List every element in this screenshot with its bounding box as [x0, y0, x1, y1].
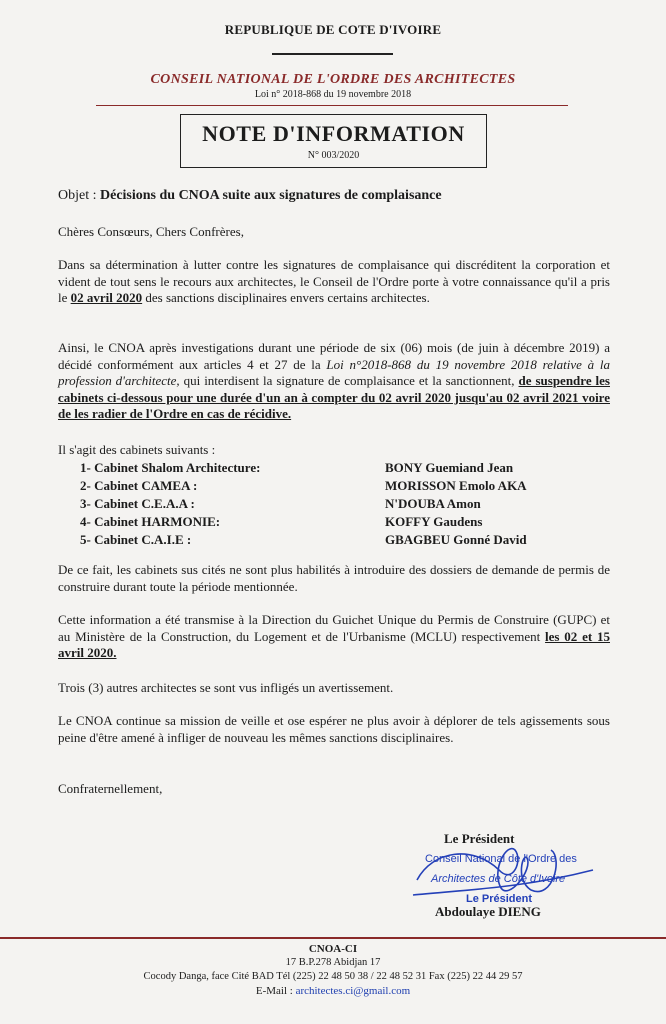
heading-divider — [272, 53, 393, 55]
council-name: CONSEIL NATIONAL DE L'ORDRE DES ARCHITECTES — [150, 72, 516, 87]
note-title: NOTE D'INFORMATION — [202, 121, 465, 146]
email-link[interactable]: architectes.ci@gmail.com — [295, 985, 411, 997]
email-label: E-Mail : — [255, 985, 296, 997]
stamp-line-3: Le Président — [466, 893, 533, 905]
sanction-date: 02 avril 2020 — [70, 290, 143, 305]
object-line — [58, 188, 442, 204]
list-intro: Il s'agit des cabinets suivants : — [58, 442, 216, 457]
greeting: Chères Consœurs, Chers Confrères, — [58, 224, 244, 239]
paragraph-1-text-b: des sanctions disciplinaires envers certains architectes. — [142, 290, 430, 305]
paragraph-3: De ce fait, les cabinets sus cités ne sont plus habilités à introduire des dossiers de demande de permis de construire durant toute la période mentionnée. — [58, 562, 610, 594]
closing: Confraternellement, — [58, 781, 163, 796]
architect-name: N'DOUBA Amon — [385, 496, 481, 511]
header-divider — [96, 105, 568, 106]
note-title-box — [180, 114, 487, 168]
stamp-line-1: Conseil National de l'Ordre des — [425, 853, 577, 865]
note-number: N° 003/2020 — [307, 150, 360, 161]
transmission-dates: les 02 et 15 avril 2020. — [58, 628, 610, 660]
paragraph-6: Le CNOA continue sa mission de veille et ose espérer ne plus avoir à déplorer de tels agissements sous peine d'être amené à infliger de nouveau les mêmes sanctions disciplinaires. — [58, 713, 610, 745]
architect-name: BONY Guemiand Jean — [385, 460, 514, 475]
paragraph-4 — [58, 612, 610, 662]
suspension-decision: de suspendre les cabinets ci-dessous pour une durée d'un an à compter du 02 avril 2020 jusqu'au 02 avril 2021 voire de les radier de l'Ordre en cas de récidive. — [58, 373, 610, 421]
cabinet-name: 2- Cabinet CAMEA : — [80, 478, 198, 493]
cabinet-name: 3- Cabinet C.E.A.A : — [80, 496, 195, 511]
object-label: Objet : — [58, 188, 97, 203]
object-text: Décisions du CNOA suite aux signatures de complaisance — [100, 188, 442, 203]
paragraph-1 — [58, 257, 610, 307]
footer-divider — [0, 937, 666, 939]
stamp-line-2: Architectes de Côte d'Ivoire — [431, 873, 566, 885]
footer-contact: Cocody Danga, face Cité BAD Tél (225) 22 48 50 38 / 22 48 52 31 Fax (225) 22 44 29 57 — [143, 971, 523, 982]
cabinet-name: 1- Cabinet Shalom Architecture: — [80, 460, 261, 475]
cabinet-name: 4- Cabinet HARMONIE: — [80, 514, 221, 529]
cabinet-name: 5- Cabinet C.A.I.E : — [80, 532, 192, 547]
footer-email — [0, 985, 666, 997]
paragraph-2-text-a: Ainsi, le CNOA après investigations durant une période de six (06) mois (de juin à décembre 2019) a décidé conformément aux articles 4 et 27 de la — [58, 340, 610, 372]
architect-name: KOFFY Gaudens — [385, 514, 483, 529]
paragraph-2 — [58, 340, 610, 423]
law-citation: Loi n°2018-868 du 19 novembre 2018 relative à la profession d'architecte, — [58, 356, 610, 388]
paragraph-5: Trois (3) autres architectes se sont vus infligés un avertissement. — [58, 680, 394, 695]
architect-name: GBAGBEU Gonné David — [385, 532, 527, 547]
footer-org: CNOA-CI — [308, 943, 358, 955]
paragraph-1-text-a: Dans sa détermination à lutter contre les signatures de complaisance qui discréditent la corporation et vident de tout sens le recours aux architectes, le Conseil de l'Ordre porte à votre connaissance qu'il a pris le — [58, 257, 610, 305]
footer-address: 17 B.P.278 Abidjan 17 — [285, 957, 381, 968]
paragraph-4-text: Cette information a été transmise à la Direction du Guichet Unique du Permis de Construire (GUPC) et au Ministère de la Construction, du Logement et de l'Urbanisme (MCLU) respectivement — [58, 612, 610, 644]
republic-heading: REPUBLIQUE DE COTE D'IVOIRE — [224, 22, 442, 37]
paragraph-2-text-b: qui interdisent la signature de complaisance et la sanctionnent, — [179, 373, 519, 388]
signatory-title: Le Président — [444, 831, 515, 846]
signatory-name: Abdoulaye DIENG — [435, 904, 541, 919]
law-reference: Loi n° 2018-868 du 19 novembre 2018 — [254, 89, 412, 100]
architect-name: MORISSON Emolo AKA — [385, 478, 527, 493]
